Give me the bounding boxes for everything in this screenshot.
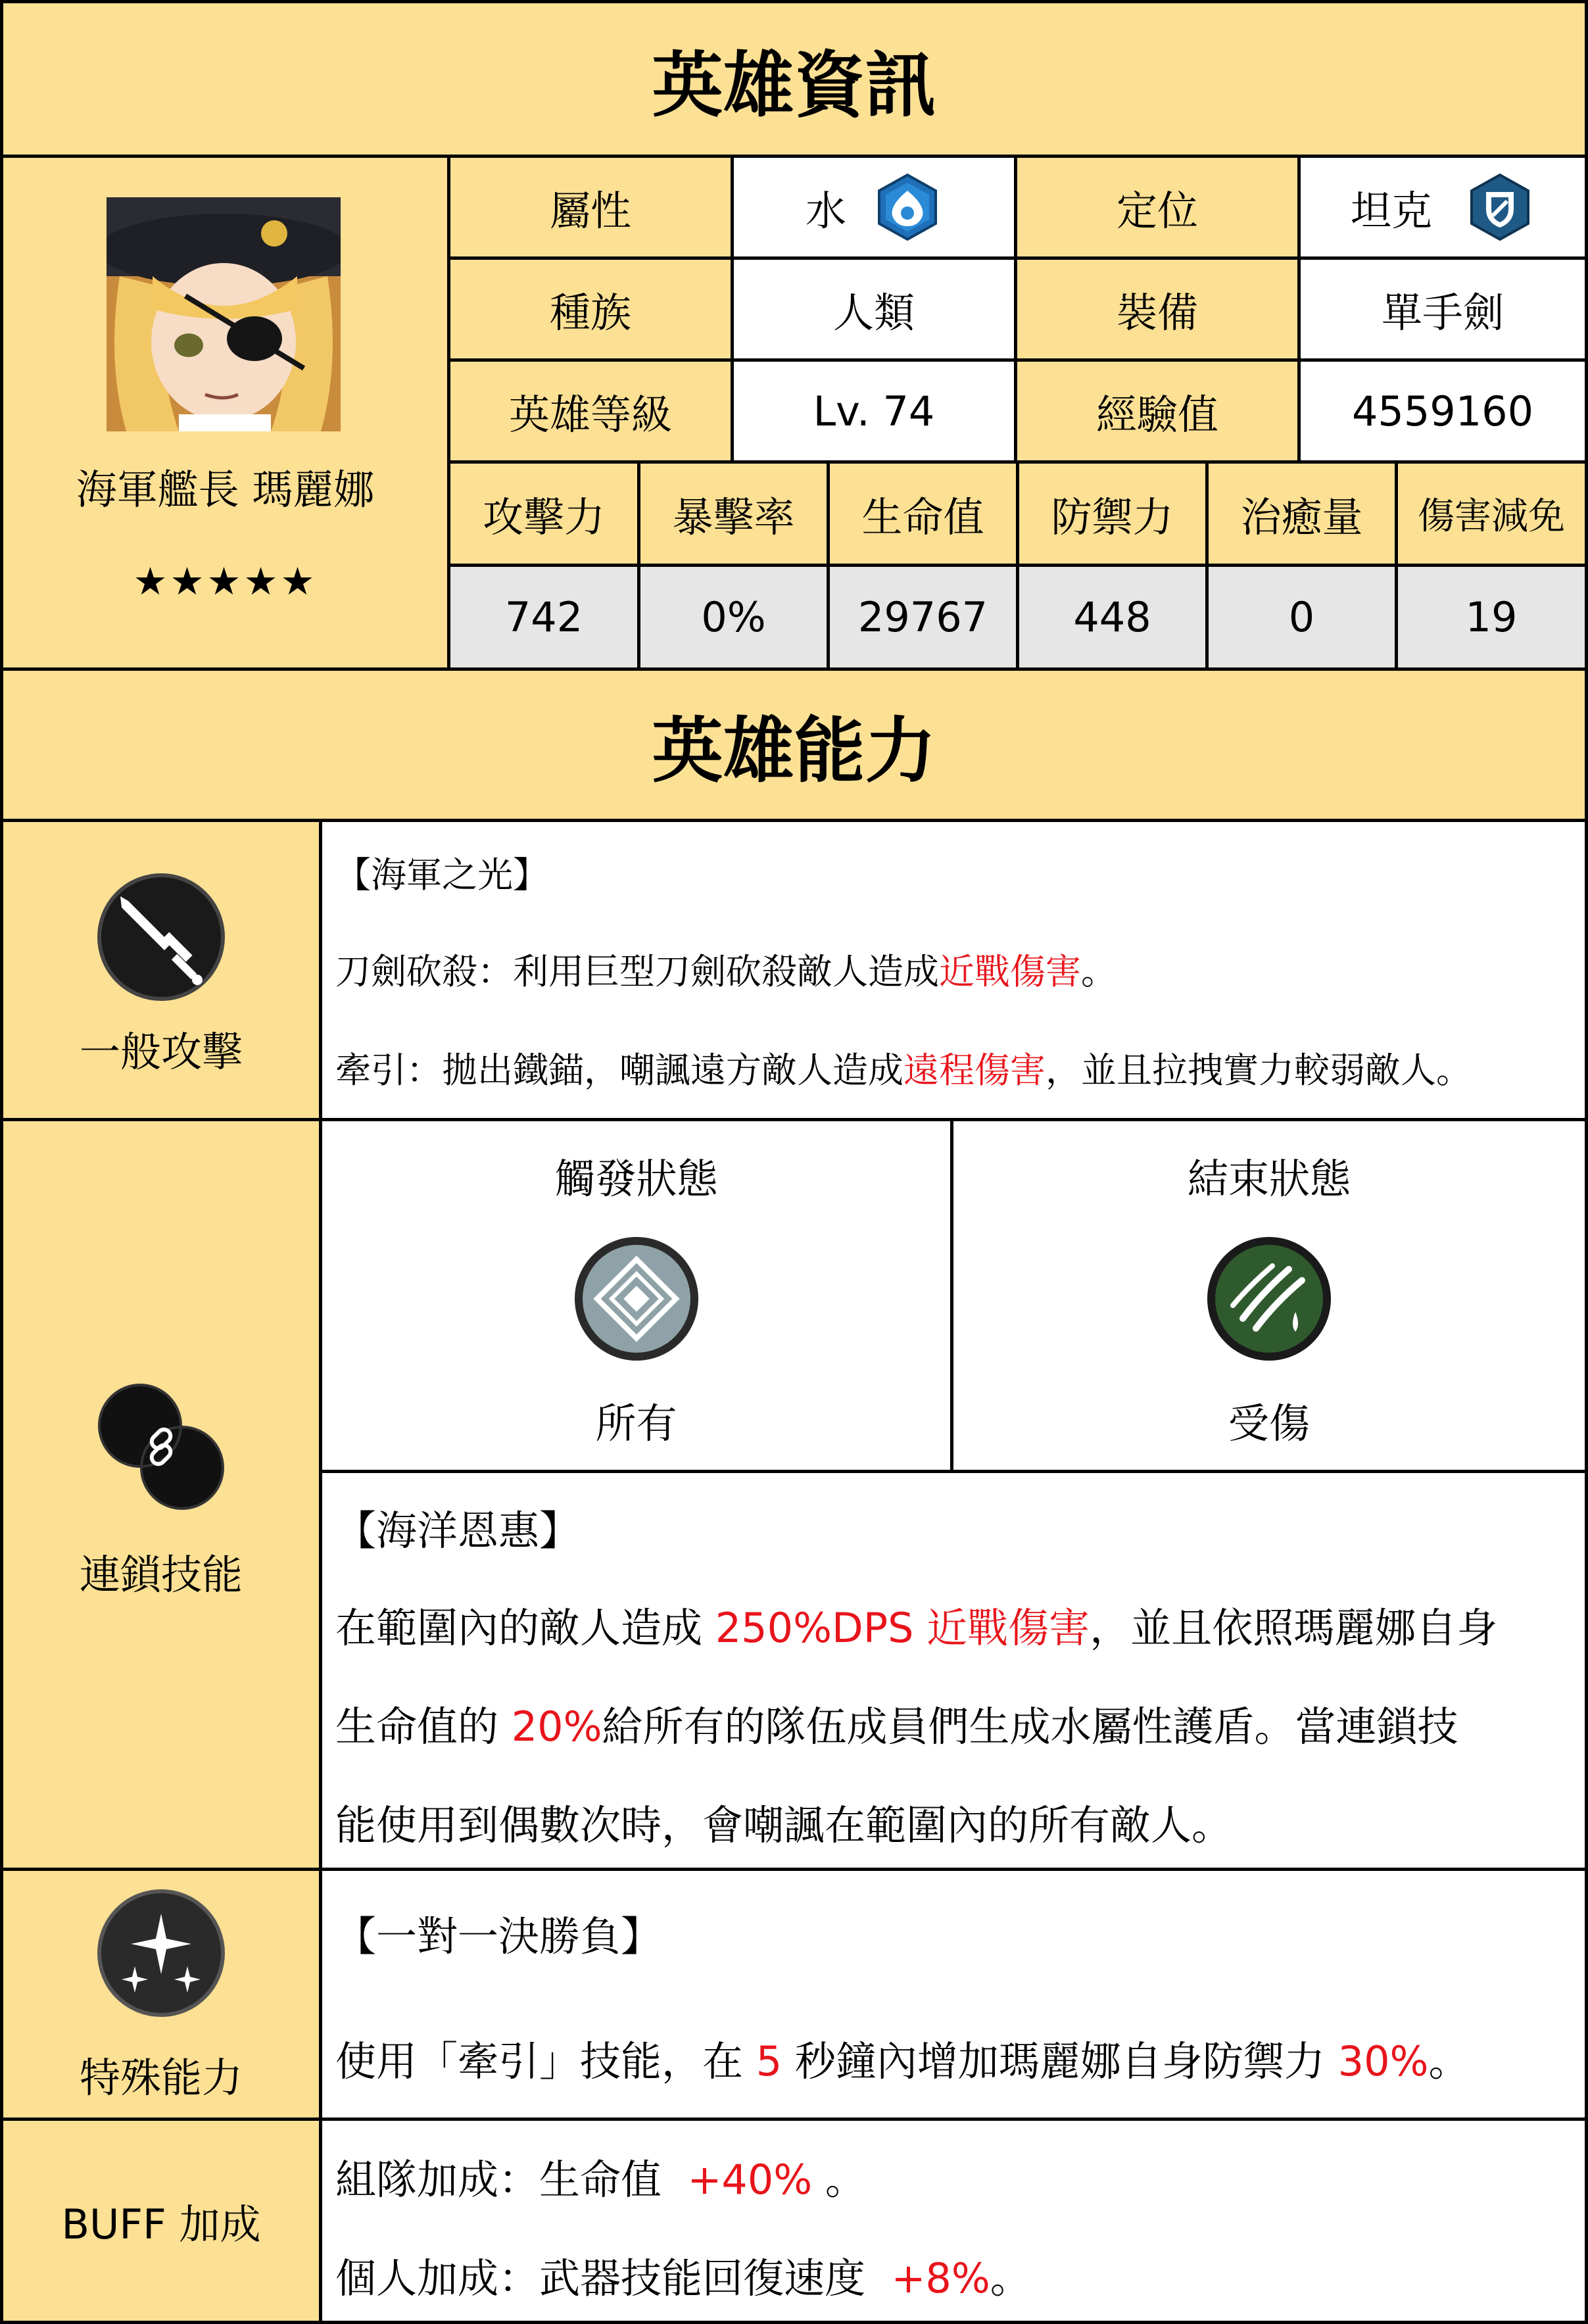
- trigger-state-cell: [319, 1118, 953, 1473]
- exp-value: 4559160: [1351, 387, 1534, 435]
- stat-value-hp: 29767: [857, 593, 988, 641]
- highlight-text: 250%DPS 近戰傷害: [715, 1604, 1090, 1652]
- abilities-title-cell: [0, 667, 1588, 822]
- highlight-text: 遠程傷害: [903, 1050, 1046, 1091]
- end-state-label: 結束狀態: [1187, 1155, 1351, 1203]
- end-state-value: 受傷: [1228, 1399, 1310, 1447]
- special-line: [335, 2029, 1469, 2087]
- level-label: 英雄等級: [508, 390, 672, 439]
- level-value-cell: [731, 358, 1017, 464]
- stat-value-heal: 0: [1288, 593, 1315, 641]
- normal-attack-desc-cell: [319, 819, 1588, 1121]
- water-element-icon: [873, 172, 942, 242]
- stat-value: [1205, 564, 1398, 671]
- text-segment: 。: [1428, 2037, 1470, 2085]
- text-segment: 。: [1081, 951, 1117, 992]
- abilities-title: 英雄能力: [652, 710, 936, 792]
- stat-header: [447, 460, 640, 567]
- equip-value: 單手劍: [1381, 288, 1504, 337]
- attribute-label: 屬性: [549, 186, 631, 235]
- stat-header: [1205, 460, 1398, 567]
- end-state-cell: [950, 1118, 1588, 1473]
- equip-label-cell: [1014, 256, 1301, 362]
- text-segment: 給所有的隊伍成員們生成水屬性護盾。當連鎖技: [602, 1703, 1458, 1751]
- sword-attack-icon: [95, 871, 227, 1003]
- text-segment: 組隊加成：生命值: [335, 2156, 662, 2204]
- stat-header-dmg-reduction: 傷害減免: [1418, 495, 1565, 538]
- stat-header-crit: 暴擊率: [672, 493, 795, 541]
- text-segment: 秒鐘內增加瑪麗娜自身防禦力: [794, 2037, 1325, 2085]
- special-label: 特殊能力: [79, 2054, 243, 2102]
- hero-stars: ★★★★★: [133, 559, 318, 604]
- stat-header-heal: 治癒量: [1240, 493, 1363, 541]
- role-label: 定位: [1116, 186, 1198, 235]
- race-label-cell: [447, 256, 734, 362]
- normal-attack-label-cell: [0, 819, 322, 1121]
- text-segment: ，並且拉拽實力較弱敵人。: [1046, 1050, 1472, 1091]
- text-segment: 牽引：拋出鐵錨，嘲諷遠方敵人造成: [335, 1050, 903, 1091]
- chain-skill-label-cell: [0, 1118, 322, 1871]
- stat-value-crit: 0%: [701, 593, 766, 641]
- special-name: 【一對一決勝負】: [335, 1912, 662, 1960]
- highlight-text: 近戰傷害: [939, 951, 1081, 992]
- text-segment: 。: [825, 2156, 866, 2204]
- text-segment: 使用「牽引」技能，在: [335, 2037, 744, 2085]
- stat-value: [637, 564, 830, 671]
- stat-value-attack: 742: [504, 593, 583, 641]
- role-label-cell: [1014, 155, 1301, 260]
- tank-role-icon: [1465, 172, 1535, 242]
- chain-skill-desc-cell: [319, 1470, 1588, 1871]
- chain-skill-icon: [95, 1381, 227, 1513]
- exp-value-cell: [1297, 358, 1588, 464]
- special-desc-cell: [319, 1868, 1588, 2121]
- stat-value: [1395, 564, 1588, 671]
- attribute-value-cell: [731, 155, 1017, 260]
- text-segment: ，並且依照瑪麗娜自身: [1090, 1604, 1498, 1652]
- buff-desc-cell: [319, 2118, 1588, 2324]
- highlight-text: 30%: [1337, 2037, 1429, 2085]
- normal-attack-line-2: [335, 1042, 1472, 1093]
- race-value-cell: [731, 256, 1017, 362]
- diamond-trigger-icon: [571, 1233, 702, 1365]
- stat-header: [827, 460, 1019, 567]
- attribute-value: 水: [805, 186, 846, 235]
- stat-header: [1395, 460, 1588, 567]
- chain-skill-line-1: [335, 1595, 1497, 1654]
- stat-header-defense: 防禦力: [1051, 493, 1174, 541]
- role-value: 坦克: [1350, 186, 1432, 235]
- text-segment: 刀劍砍殺：利用巨型刀劍砍殺敵人造成: [335, 951, 939, 992]
- equip-label: 裝備: [1116, 288, 1198, 337]
- stat-header-attack: 攻擊力: [482, 493, 605, 541]
- personal-buff-line: [335, 2246, 1031, 2304]
- normal-attack-label: 一般攻擊: [79, 1028, 243, 1076]
- highlight-text: 5: [756, 2037, 782, 2085]
- claw-wound-icon: [1203, 1233, 1335, 1365]
- trigger-state-label: 觸發狀態: [554, 1155, 718, 1203]
- exp-label-cell: [1014, 358, 1301, 464]
- trigger-state-value: 所有: [595, 1399, 677, 1447]
- team-buff-line: [335, 2147, 866, 2206]
- page-title-cell: [0, 0, 1588, 158]
- buff-label-cell: [0, 2118, 322, 2324]
- stat-value: [1016, 564, 1209, 671]
- race-value: 人類: [832, 288, 915, 337]
- highlight-text: 20%: [511, 1703, 602, 1751]
- chain-skill-line-2: [335, 1694, 1458, 1753]
- attribute-label-cell: [447, 155, 734, 260]
- race-label: 種族: [549, 288, 631, 337]
- buff-label: BUFF 加成: [61, 2200, 261, 2248]
- chain-skill-name: 【海洋恩惠】: [335, 1507, 581, 1555]
- exp-label: 經驗值: [1095, 390, 1218, 439]
- chain-skill-line-3: 能使用到偶數次時，會嘲諷在範圍內的所有敵人。: [335, 1801, 1233, 1849]
- normal-attack-line-1: [335, 944, 1117, 994]
- hero-profile: [0, 155, 450, 671]
- highlight-text: +40%: [687, 2156, 813, 2204]
- stat-value-defense: 448: [1073, 593, 1151, 641]
- equip-value-cell: [1297, 256, 1588, 362]
- role-value-cell: [1297, 155, 1588, 260]
- stat-value: [827, 564, 1019, 671]
- highlight-text: +8%: [891, 2254, 990, 2302]
- stat-header: [1016, 460, 1209, 567]
- stat-value-dmg-reduction: 19: [1465, 593, 1518, 641]
- stat-header-hp: 生命值: [861, 493, 984, 541]
- text-segment: 。: [990, 2254, 1031, 2302]
- level-value: Lv. 74: [813, 387, 935, 435]
- stat-value: [447, 564, 640, 671]
- special-label-cell: [0, 1868, 322, 2121]
- hero-name: 海軍艦長 瑪麗娜: [76, 466, 375, 514]
- hero-portrait: [107, 197, 341, 431]
- chain-skill-label: 連鎖技能: [79, 1551, 243, 1599]
- text-segment: 生命值的: [335, 1703, 499, 1751]
- text-segment: 個人加成：武器技能回復速度: [335, 2254, 866, 2302]
- page-title: 英雄資訊: [652, 44, 936, 127]
- level-label-cell: [447, 358, 734, 464]
- normal-attack-name: 【海軍之光】: [335, 854, 548, 896]
- stat-header: [637, 460, 830, 567]
- sparkle-special-icon: [95, 1887, 227, 2019]
- text-segment: 在範圍內的敵人造成: [335, 1604, 703, 1652]
